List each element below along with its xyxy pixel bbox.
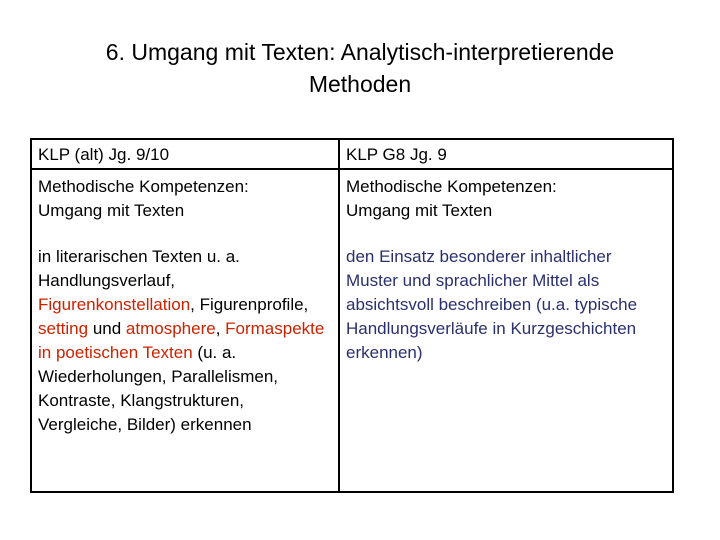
header-cell-klp-g8: KLP G8 Jg. 9 [339, 139, 673, 169]
header-cell-klp-alt: KLP (alt) Jg. 9/10 [31, 139, 339, 169]
table-subheader-row [31, 169, 673, 225]
term-atmosphere: atmosphere [125, 319, 216, 338]
table-body-row [31, 225, 673, 492]
table-header-row [31, 139, 673, 169]
term-setting: setting [38, 319, 89, 338]
subheader-cell-left [31, 169, 339, 225]
body-left-text: , Figurenprofile, [190, 295, 309, 314]
page-title-line-2: Methoden [308, 71, 412, 97]
page-title-line-1: 6. Umgang mit Texten: Analytisch-interpretierende [105, 39, 615, 65]
body-right-text: den Einsatz besonderer inhaltlicher Muster und sprachlicher Mittel als absichtsvoll beschreiben (u.a. typische Handlungsverläufe in Kurzgeschichten erkennen) [346, 247, 638, 362]
body-left-text: in literarischen Texten u. a. Handlungsverlauf, [38, 247, 240, 290]
body-left-text: und [88, 319, 126, 338]
comparison-table [30, 138, 674, 493]
body-cell-right [339, 225, 673, 492]
term-formaspekte: Formaspekte in poetischen Texten [38, 319, 325, 362]
subheader-right-line-2: Umgang mit Texten [346, 201, 493, 220]
subheader-right-line-1: Methodische Kompetenzen: [346, 177, 557, 196]
term-figurenkonstellation: Figurenkonstellation [38, 295, 191, 314]
page-title [40, 36, 680, 100]
body-cell-left [31, 225, 339, 492]
body-left-text: , [215, 319, 226, 338]
subheader-left-line-2: Umgang mit Texten [38, 201, 185, 220]
subheader-left-line-1: Methodische Kompetenzen: [38, 177, 249, 196]
subheader-cell-right [339, 169, 673, 225]
body-left-text: (u. a. Wiederholungen, Parallelismen, Kontraste, Klangstrukturen, Vergleiche, Bilder) erkennen [38, 343, 279, 434]
